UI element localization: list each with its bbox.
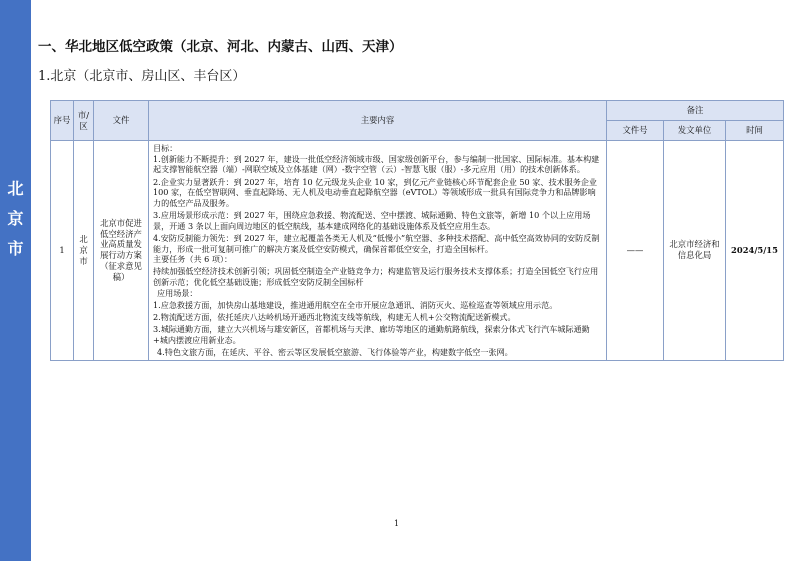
header-file: 文件 [94, 101, 149, 141]
header-issuer: 发文单位 [664, 121, 726, 141]
row-city: 北京市 [74, 141, 94, 361]
page-number: 1 [393, 519, 400, 528]
subsection-title: 1.北京（北京市、房山区、丰台区） [38, 69, 246, 84]
content-line: 1.应急救援方面，加快房山基地建设，推进通用航空在全市开展应急通讯、消防灭火、巡检巡查等领域应用示范。 [153, 299, 558, 310]
sidebar-region-label [0, 174, 31, 264]
sidebar-char: 北 [7, 179, 24, 198]
sidebar-char: 京 [7, 209, 24, 228]
row-file: 北京市促进低空经济产业高质量发展行动方案（征求意见稿） [94, 141, 149, 361]
content-line: 持续加强低空经济技术创新引领；巩固低空制造全产业链竞争力；构建监管及运行服务技术支撑体系；打造全国低空飞行应用创新示范；优化低空基础设施；形成低空安防反制全国标杆 [153, 266, 599, 288]
content-line: 4.特色文旅方面，在延庆、平谷、密云等区发展低空旅游、飞行体验等产业，构建数字低空一张网。 [157, 347, 513, 358]
sidebar-char: 市 [7, 239, 24, 258]
content-line: 目标： [153, 143, 178, 153]
row-index: 1 [51, 141, 74, 361]
header-index: 序号 [51, 101, 74, 141]
policy-table [50, 100, 784, 361]
content-line: 应用场景： [157, 287, 198, 298]
side-bar [0, 0, 31, 561]
content-line: 1.创新能力不断提升：到 2027 年，建设一批低空经济领域市级、国家级创新平台，参与编制一批国家、国际标准。基本构建起支撑智能航空器（端）-网联空域及立体基建（网）-数字空管（云）-智慧飞服（服）-多元应用（用）的技术创新体系。 [153, 153, 600, 175]
content-line: 主要任务（共 6 项）： [153, 254, 233, 265]
content-line: 4.安防反制能力领先：到 2027 年，建立起覆盖各类无人机及“低慢小”航空器、多种技术搭配、高中低空高效协同的安防反制能力，形成一批可复制可推广的解决方案及低空安防模式，确保首都低空安全，打造全国标杆。 [153, 232, 600, 254]
row-content [149, 141, 607, 361]
header-city-district: 市/区 [74, 101, 94, 141]
header-notes: 备注 [607, 101, 784, 121]
row-date: 2024/5/15 [726, 141, 784, 361]
table-row [51, 141, 784, 361]
content-line: 3.城际通勤方面，建立大兴机场与雄安新区，首都机场与天津、廊坊等地区的通勤航路航线，探索分体式飞行汽车城际通勤+城内摆渡应用新业态。 [153, 324, 590, 345]
content-line: 3.应用场景形成示范：到 2027 年，围绕应急救援、物流配送、空中摆渡、城际通勤、特色文旅等，新增 10 个以上应用场景，开通 3 条以上面向周边地区的低空航线，基本建成网络化的基础设施体系及低空应用生态。 [153, 210, 591, 231]
row-issuer: 北京市经济和信息化局 [664, 141, 726, 361]
header-content: 主要内容 [149, 101, 607, 141]
section-title: 一、华北地区低空政策（北京、河北、内蒙古、山西、天津） [38, 39, 403, 55]
row-file-no: —— [607, 141, 664, 361]
header-date: 时间 [726, 121, 784, 141]
content-line: 2.企业实力显著跃升：到 2027 年，培育 10 亿元级龙头企业 10 家，到亿元产业链核心环节配套企业 50 家、技术服务企业 100 家，在低空智联网、垂直起降场、无人机及电动垂直起降航空器（eVTOL）等领域形成一批具有国际竞争力和品牌影响力的低空产品及服务。 [153, 176, 598, 208]
content-line: 2.物流配送方面，依托延庆八达岭机场开通西北物流支线等航线，构建无人机+公交物流配送新模式。 [153, 312, 516, 323]
header-file-no: 文件号 [607, 121, 664, 141]
